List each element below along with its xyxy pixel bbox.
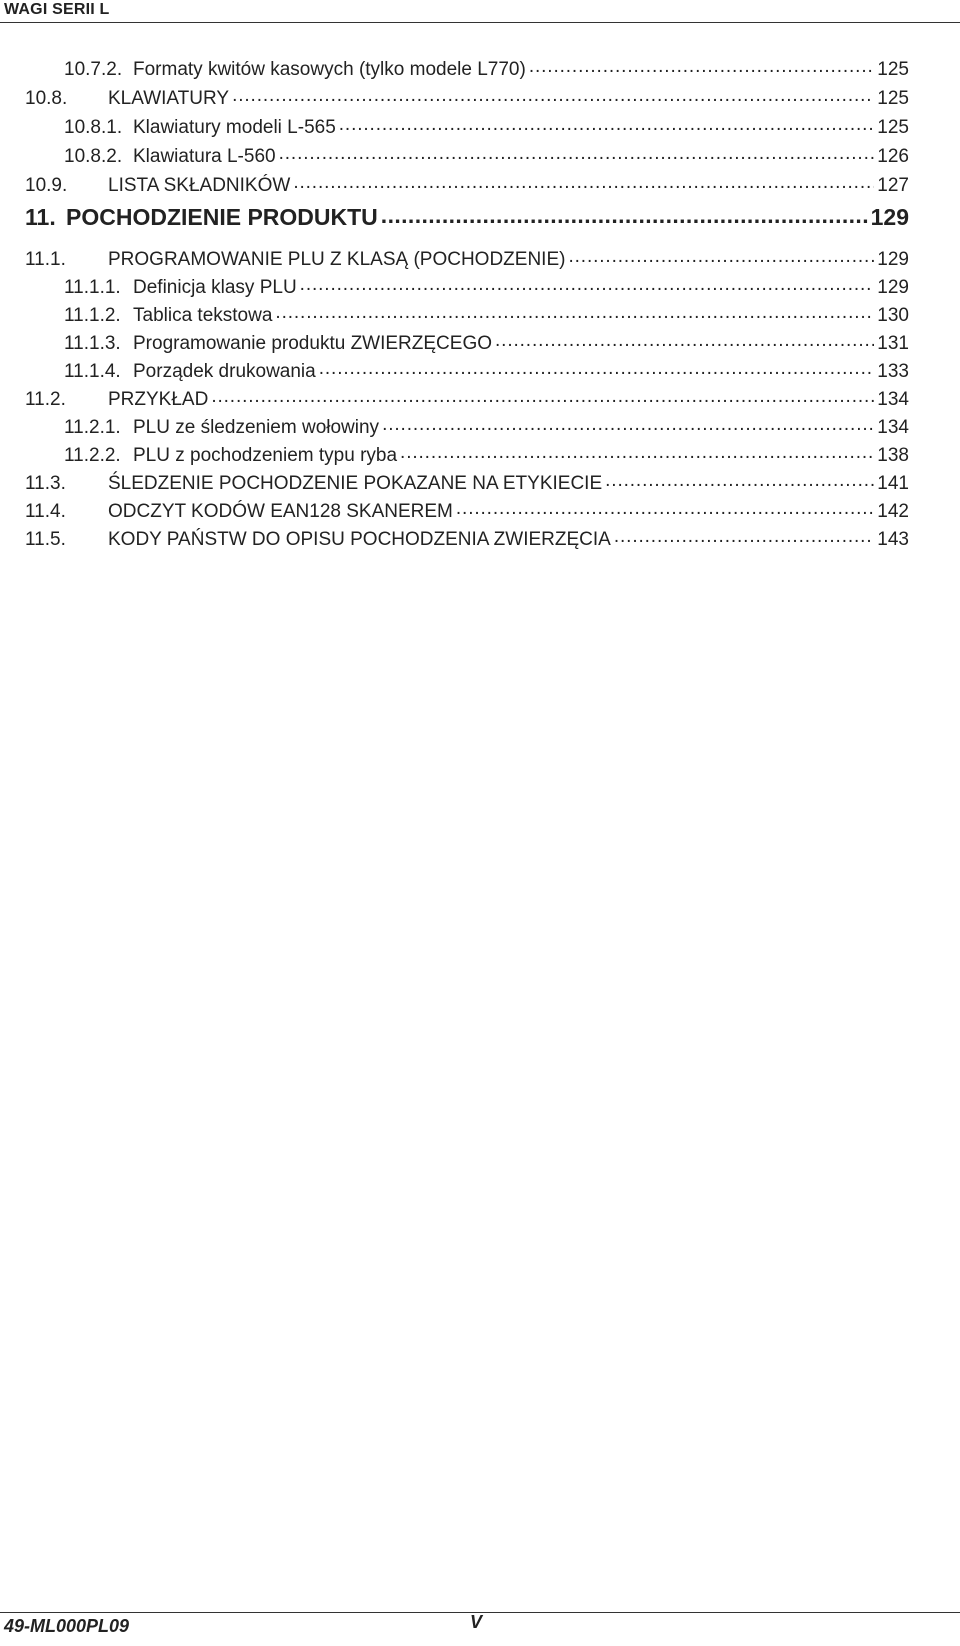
- toc-entry-page: 143: [877, 529, 909, 550]
- toc-entry-number: 10.8.: [25, 88, 68, 109]
- toc-entry-number: 11.2.2.: [64, 445, 121, 466]
- toc-entry-page: 141: [877, 473, 909, 494]
- toc-entry-title: KLAWIATURY: [108, 88, 230, 109]
- toc-entry-number: 11.3.: [25, 473, 66, 494]
- page-number: V: [470, 1612, 483, 1632]
- toc-entry: [64, 442, 909, 467]
- toc-entry-number: 11.: [25, 204, 56, 230]
- toc-entry-title: ODCZYT KODÓW EAN128 SKANEREM: [108, 501, 453, 522]
- toc-entry-title: ŚLEDZENIE POCHODZENIE POKAZANE NA ETYKIECIE: [108, 473, 603, 494]
- toc-entry-title: Tablica tekstowa: [133, 305, 273, 326]
- toc-entry-title: PLU z pochodzeniem typu ryba: [133, 445, 398, 466]
- toc-entry: [64, 143, 909, 168]
- toc-entry-number: 10.8.1.: [64, 117, 123, 138]
- dot-leader: [211, 386, 874, 405]
- toc-entry-page: 125: [877, 117, 909, 138]
- toc-entry-title: KODY PAŃSTW DO OPISU POCHODZENIA ZWIERZĘCIA: [108, 529, 611, 550]
- toc-entry-page: 134: [877, 389, 909, 410]
- dot-leader: [382, 414, 874, 433]
- toc-entry-number: 11.5.: [25, 529, 66, 550]
- toc-entry-title: Formaty kwitów kasowych (tylko modele L770): [133, 59, 526, 80]
- toc-entry: [25, 172, 909, 197]
- toc-entry: [64, 302, 909, 327]
- dot-leader: [568, 246, 874, 265]
- document-code: 49-ML000PL09: [4, 1616, 130, 1636]
- toc-entry: [64, 274, 909, 299]
- dot-leader: [400, 442, 874, 461]
- toc-entry-title: Programowanie produktu ZWIERZĘCEGO: [133, 333, 493, 354]
- toc-entry: [25, 526, 909, 551]
- toc-entry: [64, 330, 909, 355]
- toc-entry-page: 129: [877, 277, 909, 298]
- toc-entry-number: 11.2.: [25, 389, 66, 410]
- dot-leader: [614, 526, 874, 545]
- toc-entry-page: 142: [877, 501, 909, 522]
- toc-entry-title: Porządek drukowania: [133, 361, 316, 382]
- toc-entry: [25, 470, 909, 495]
- toc-entry: [64, 358, 909, 383]
- toc-entry: [64, 114, 909, 139]
- dot-leader: [319, 358, 875, 377]
- toc-entry-page: 125: [877, 59, 909, 80]
- toc-entry: [25, 386, 909, 411]
- toc-entry-page: 125: [877, 88, 909, 109]
- toc-entry-title: PRZYKŁAD: [108, 389, 209, 410]
- toc-entry-number: 11.1.4.: [64, 361, 121, 382]
- dot-leader: [232, 85, 874, 104]
- toc-entry-title: Definicja klasy PLU: [133, 277, 297, 298]
- dot-leader: [300, 274, 875, 293]
- toc-entry-title: PROGRAMOWANIE PLU Z KLASĄ (POCHODZENIE): [108, 249, 566, 270]
- toc-entry-number: 11.1.2.: [64, 305, 121, 326]
- toc-entry-number: 11.1.: [25, 249, 66, 270]
- toc-entry-title: POCHODZIENIE PRODUKTU: [66, 204, 378, 230]
- toc-entry: [25, 202, 909, 231]
- toc-entry: [25, 498, 909, 523]
- toc-entry-number: 10.9.: [25, 175, 68, 196]
- toc-entry-title: Klawiatury modeli L-565: [133, 117, 336, 138]
- header-title: WAGI SERII L: [4, 1, 110, 18]
- header-divider: [0, 22, 960, 23]
- toc-entry-number: 11.2.1.: [64, 417, 121, 438]
- toc-entry: [25, 246, 909, 271]
- toc-entry-page: 134: [877, 417, 909, 438]
- dot-leader: [529, 56, 874, 75]
- toc-entry-number: 11.4.: [25, 501, 66, 522]
- dot-leader: [279, 143, 875, 162]
- toc-entry-title: PLU ze śledzeniem wołowiny: [133, 417, 380, 438]
- toc-entry-page: 131: [877, 333, 909, 354]
- toc-entry: [64, 56, 909, 81]
- toc-entry-page: 127: [877, 175, 909, 196]
- dot-leader: [275, 302, 874, 321]
- toc-entry-page: 129: [877, 249, 909, 270]
- toc-entry-title: Klawiatura L-560: [133, 146, 276, 167]
- toc-entry-number: 11.1.3.: [64, 333, 121, 354]
- toc-entry-page: 129: [870, 204, 909, 230]
- toc-entry: [64, 414, 909, 439]
- toc-entry-title: LISTA SKŁADNIKÓW: [108, 175, 291, 196]
- dot-leader: [339, 114, 875, 133]
- toc-entry-number: 10.8.2.: [64, 146, 123, 167]
- toc-entry-page: 138: [877, 445, 909, 466]
- dot-leader: [456, 498, 874, 517]
- toc-entry-page: 130: [877, 305, 909, 326]
- toc-entry-number: 10.7.2.: [64, 59, 123, 80]
- toc-entry-page: 126: [877, 146, 909, 167]
- dot-leader: [293, 172, 874, 191]
- dot-leader: [381, 202, 868, 225]
- toc-entry-page: 133: [877, 361, 909, 382]
- dot-leader: [495, 330, 874, 349]
- dot-leader: [605, 470, 874, 489]
- toc-entry: [25, 85, 909, 110]
- toc-entry-number: 11.1.1.: [64, 277, 121, 298]
